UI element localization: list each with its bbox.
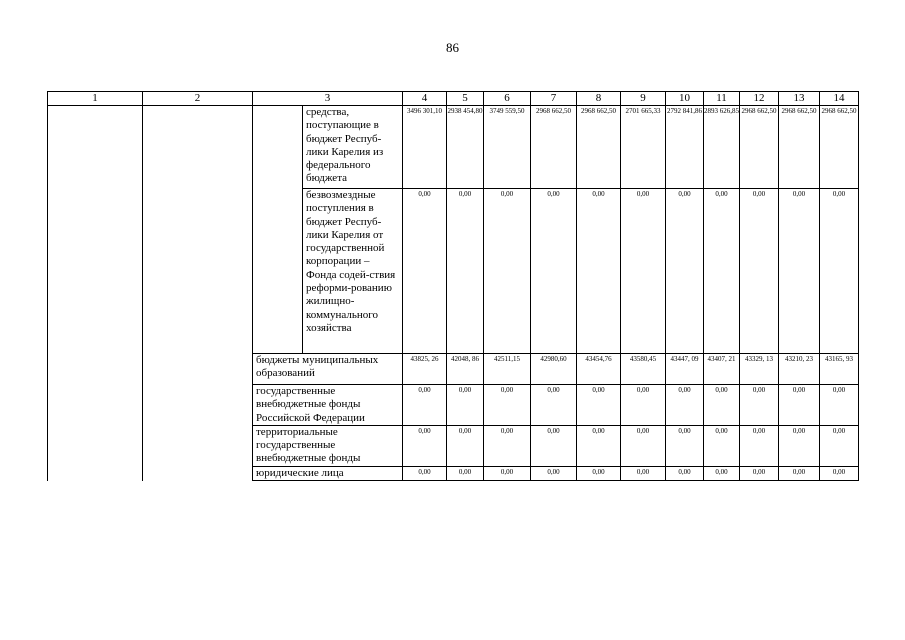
value-cell: 0,00 [820,189,859,354]
value-cell: 0,00 [403,189,447,354]
empty-cell [48,106,143,189]
empty-cell [143,385,253,426]
row-label: территориальные государственные внебюджетные фонды [253,425,403,466]
value-cell: 43580,45 [621,354,666,385]
value-cell: 0,00 [484,466,531,480]
empty-cell [48,385,143,426]
value-cell: 0,00 [666,466,704,480]
empty-cell [143,425,253,466]
value-cell: 0,00 [666,385,704,426]
row-label: государственные внебюджетные фонды Российской Федерации [253,385,403,426]
value-cell: 0,00 [403,385,447,426]
value-cell: 2968 662,50 [820,106,859,189]
value-cell: 0,00 [666,425,704,466]
value-cell: 0,00 [484,385,531,426]
value-cell: 3749 559,50 [484,106,531,189]
value-cell: 2938 454,80 [447,106,484,189]
value-cell: 42980,60 [531,354,577,385]
value-cell: 0,00 [704,189,740,354]
row-label: бюджеты муниципальных образований [253,354,403,385]
value-cell: 0,00 [577,466,621,480]
value-cell: 43329, 13 [740,354,779,385]
empty-cell [143,354,253,385]
column-header: 4 [403,92,447,106]
column-header: 12 [740,92,779,106]
value-cell: 2792 841,86 [666,106,704,189]
empty-cell [143,189,253,354]
value-cell: 3496 301,10 [403,106,447,189]
empty-cell [253,189,303,354]
empty-cell [48,466,143,480]
empty-cell [48,189,143,354]
value-cell: 0,00 [577,189,621,354]
value-cell: 43447, 09 [666,354,704,385]
value-cell: 42511,15 [484,354,531,385]
value-cell: 0,00 [820,425,859,466]
value-cell: 0,00 [531,385,577,426]
value-cell: 2968 662,50 [577,106,621,189]
value-cell: 0,00 [779,466,820,480]
value-cell: 43165, 93 [820,354,859,385]
value-cell: 0,00 [484,425,531,466]
column-header: 10 [666,92,704,106]
value-cell: 0,00 [740,425,779,466]
value-cell: 2968 662,50 [740,106,779,189]
budget-table [47,91,859,481]
empty-cell [143,106,253,189]
value-cell: 0,00 [447,425,484,466]
column-header: 13 [779,92,820,106]
column-header: 2 [143,92,253,106]
value-cell: 0,00 [447,385,484,426]
empty-cell [48,354,143,385]
value-cell: 0,00 [484,189,531,354]
row-label: безвозмездные поступления в бюджет Респуб-лики Карелия от государственной корпорации – Фонда содей-ствия реформи-рованию жилищно-коммунального хозяйства [303,189,403,354]
value-cell: 0,00 [704,466,740,480]
value-cell: 0,00 [621,385,666,426]
value-cell: 0,00 [621,425,666,466]
row-label: юридические лица [253,466,403,480]
table-row [48,189,859,354]
value-cell: 2701 665,33 [621,106,666,189]
column-header: 14 [820,92,859,106]
column-header-row [48,92,859,106]
column-header: 3 [253,92,403,106]
value-cell: 42048, 86 [447,354,484,385]
value-cell: 0,00 [531,466,577,480]
value-cell: 43407, 21 [704,354,740,385]
value-cell: 0,00 [621,189,666,354]
column-header: 11 [704,92,740,106]
value-cell: 43454,76 [577,354,621,385]
column-header: 5 [447,92,484,106]
value-cell: 0,00 [740,385,779,426]
value-cell: 0,00 [531,189,577,354]
value-cell: 0,00 [779,189,820,354]
value-cell: 0,00 [577,425,621,466]
value-cell: 0,00 [740,189,779,354]
value-cell: 0,00 [779,425,820,466]
column-header: 8 [577,92,621,106]
table-row [48,106,859,189]
empty-cell [253,106,303,189]
table-row [48,385,859,426]
value-cell: 0,00 [621,466,666,480]
value-cell: 0,00 [403,466,447,480]
table-row [48,425,859,466]
value-cell: 0,00 [531,425,577,466]
value-cell: 43825, 26 [403,354,447,385]
value-cell: 0,00 [779,385,820,426]
value-cell: 0,00 [577,385,621,426]
value-cell: 43210, 23 [779,354,820,385]
column-header: 6 [484,92,531,106]
empty-cell [48,425,143,466]
row-label: средства, поступающие в бюджет Респуб-лики Карелия из федерального бюджета [303,106,403,189]
value-cell: 0,00 [740,466,779,480]
value-cell: 2968 662,50 [779,106,820,189]
value-cell: 0,00 [820,466,859,480]
value-cell: 0,00 [666,189,704,354]
empty-cell [143,466,253,480]
column-header: 7 [531,92,577,106]
value-cell: 2893 626,85 [704,106,740,189]
value-cell: 0,00 [447,189,484,354]
page-number: 86 [446,40,459,55]
value-cell: 0,00 [403,425,447,466]
column-header: 1 [48,92,143,106]
table-row [48,466,859,480]
value-cell: 2968 662,50 [531,106,577,189]
value-cell: 0,00 [704,385,740,426]
value-cell: 0,00 [704,425,740,466]
value-cell: 0,00 [820,385,859,426]
value-cell: 0,00 [447,466,484,480]
table-row [48,354,859,385]
column-header: 9 [621,92,666,106]
